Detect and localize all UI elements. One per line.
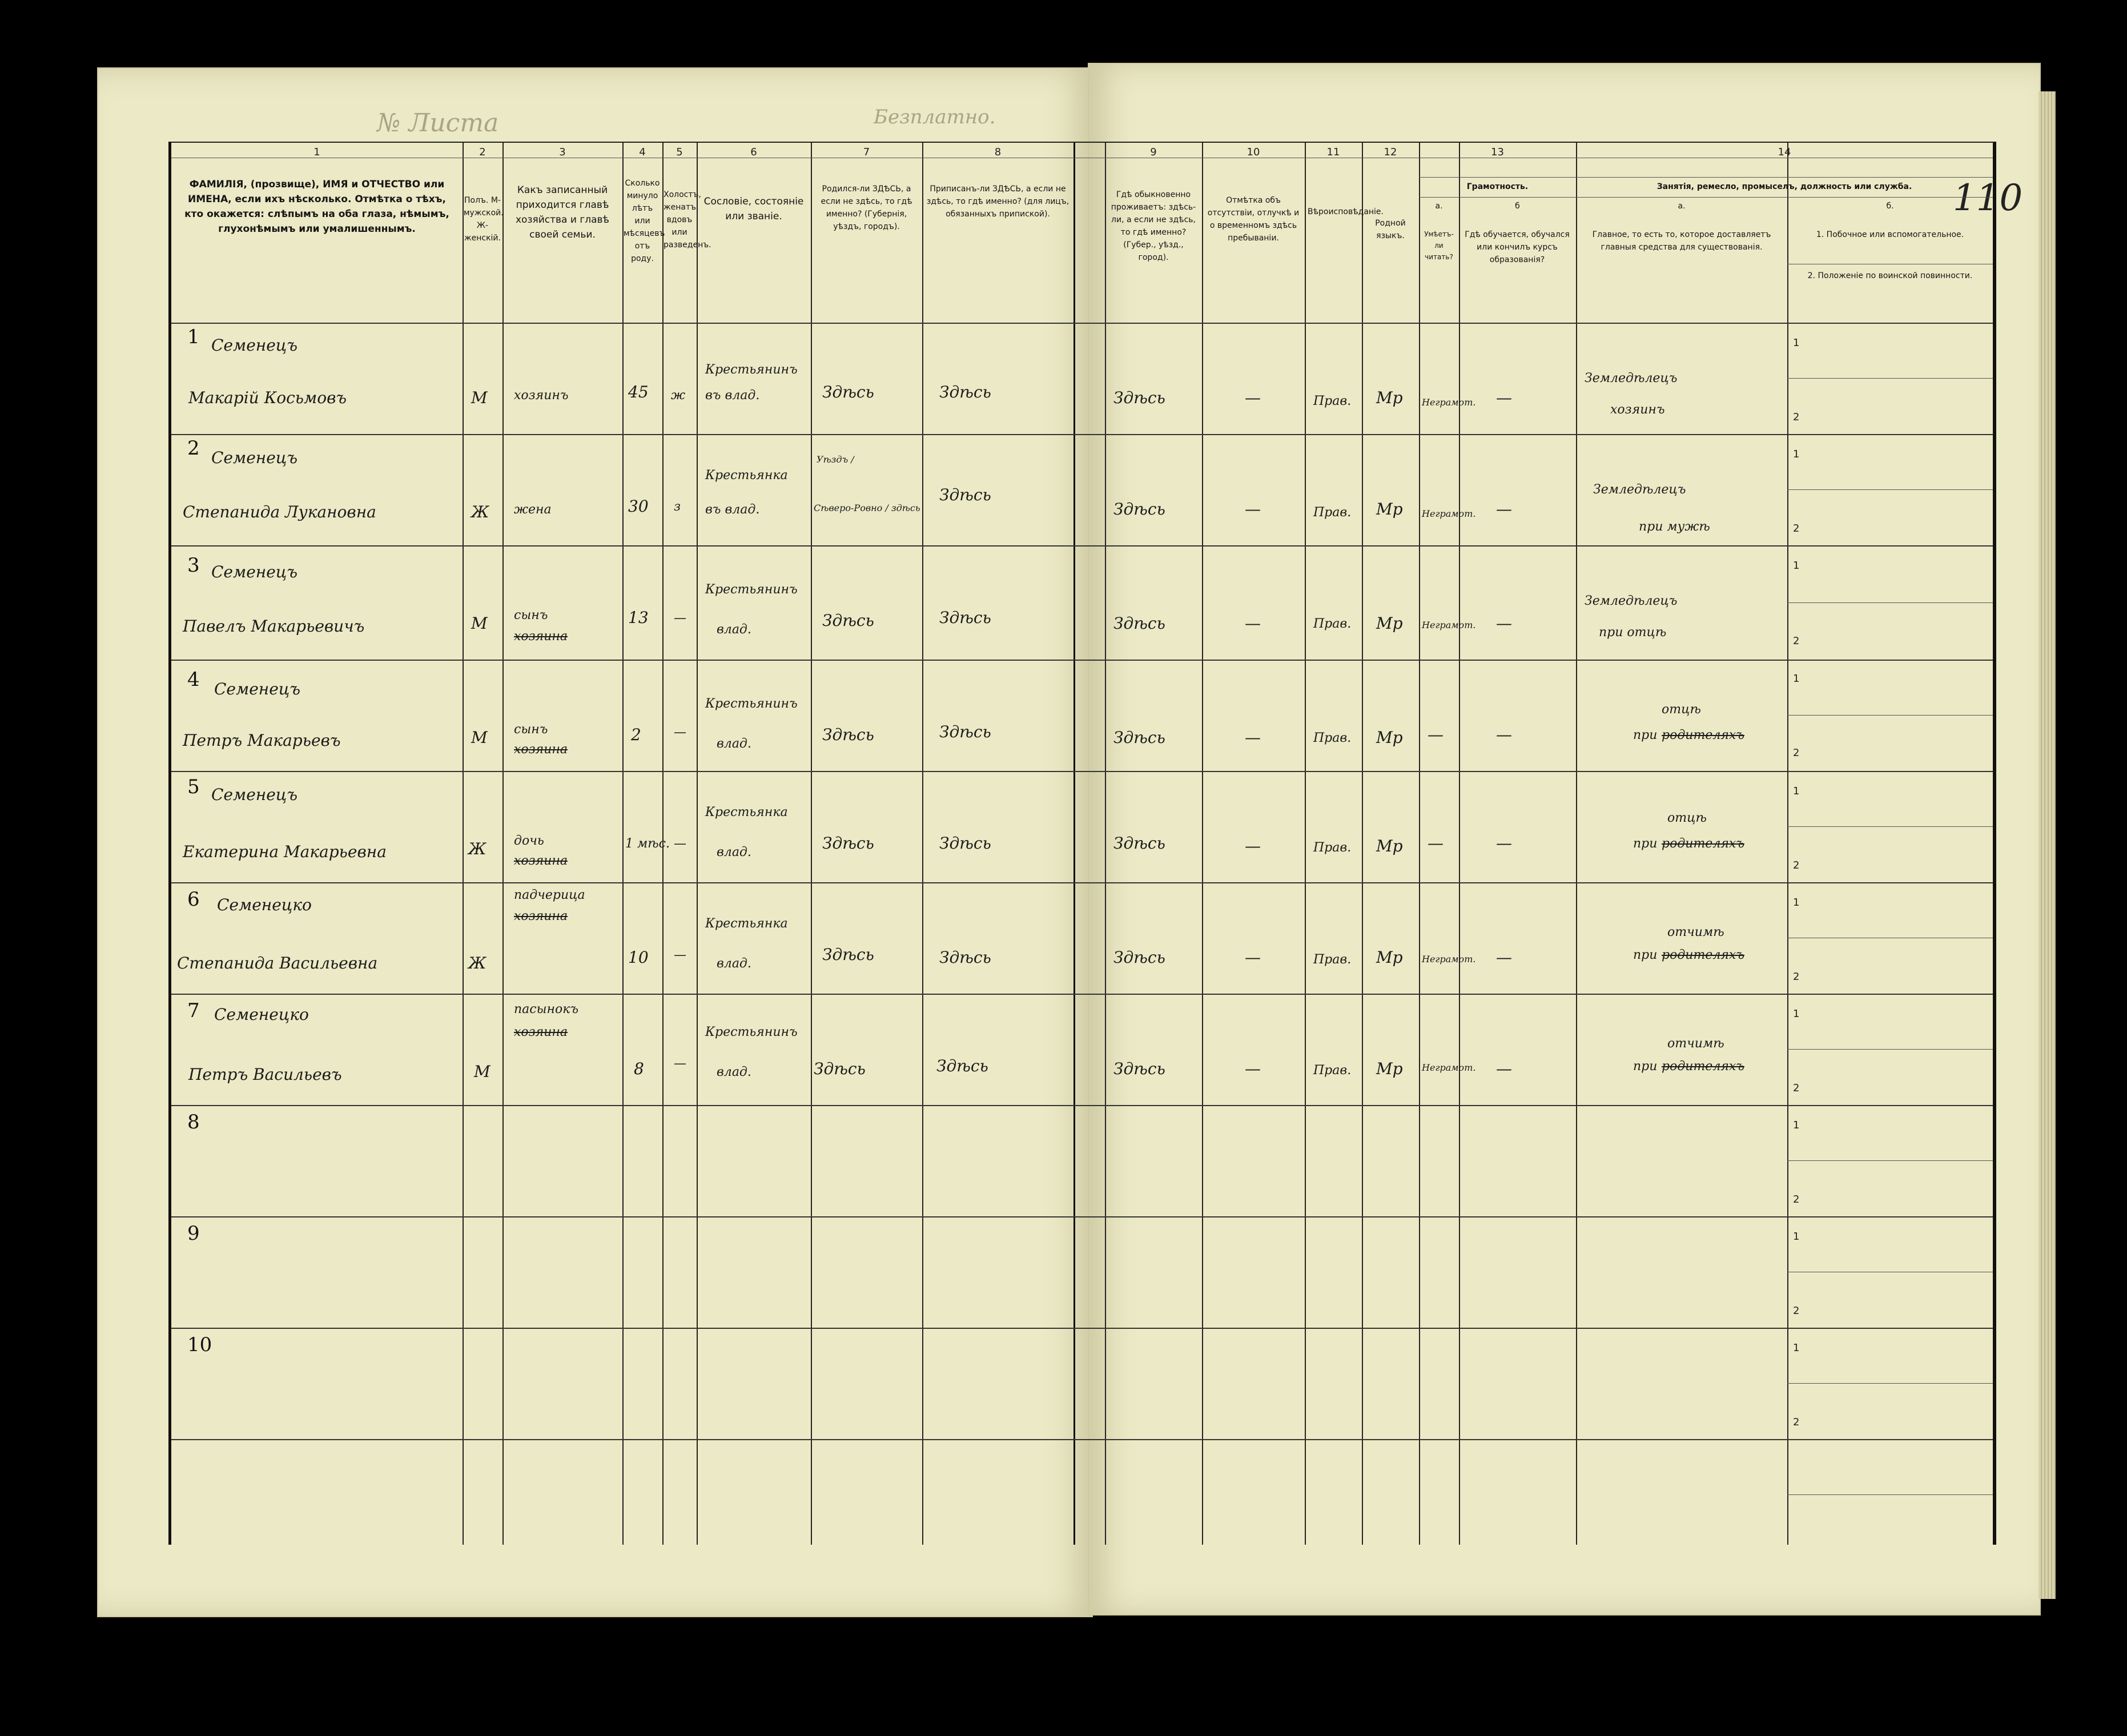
row-6-occupation-struck: родителяхъ (1662, 948, 1744, 962)
row-9-side-1: 1 (1793, 1231, 1800, 1243)
colnum-14: 14 (1778, 146, 1791, 158)
row-4-marital: — (674, 725, 686, 740)
row-5-estate-2: влад. (717, 845, 751, 859)
header-resides: Гдѣ обыкновенно проживаетъ: здѣсь-ли, а если не здѣсь, то гдѣ именно? (Губер., уѣзд., город). (1111, 190, 1196, 262)
header-absence: Отмѣтка объ отсутствіи, отлучкѣ и о временномъ здѣсь пребываніи. (1207, 196, 1300, 243)
row-5-registered: Здѣсь (939, 834, 991, 853)
row-1-literacy: Неграмот. (1422, 397, 1476, 408)
row-4-number: 4 (187, 668, 200, 691)
row-5-marital: — (674, 837, 686, 851)
colnum-2: 2 (479, 146, 486, 158)
colnum-7: 7 (863, 146, 870, 158)
row-2-estate-2: въ влад. (705, 503, 760, 517)
header-literacy-b-label: б (1515, 202, 1520, 211)
row-7-literacy: Неграмот. (1422, 1062, 1476, 1073)
row-7-surname: Семенецко (214, 1005, 309, 1024)
row-4-registered: Здѣсь (939, 722, 991, 741)
row-3-occupation-2: при отцѣ (1599, 625, 1667, 640)
row-7-occupation-struck: родителяхъ (1662, 1059, 1744, 1074)
row-1-occupation: Земледѣлецъ (1585, 371, 1678, 385)
row-4-language: Мр (1376, 728, 1403, 747)
row-7-born: Здѣсь (814, 1059, 866, 1078)
row-3-sex: М (471, 614, 488, 633)
row-3-estate: Крестьянинъ (705, 582, 798, 597)
row-3-absence: — (1245, 614, 1261, 633)
row-8-side-2: 2 (1793, 1194, 1800, 1205)
top-left-print: № Листа (377, 108, 499, 138)
row-6-education: — (1496, 948, 1512, 967)
row-1-education: — (1496, 388, 1512, 407)
page-number-marker: 110 (1953, 177, 2023, 219)
row-6-resides: Здѣсь (1113, 948, 1165, 967)
row-8-side-1: 1 (1793, 1119, 1800, 1131)
row-5-sex: Ж (468, 839, 486, 858)
row-1-religion: Прав. (1313, 394, 1352, 408)
row-7-occupation: отчимѣ (1667, 1036, 1724, 1051)
header-education: Гдѣ обучается, обучался или кончилъ курсъ образованія? (1465, 230, 1570, 264)
row-1-marital: ж (671, 388, 686, 403)
row-3-relation: сынъ (514, 608, 548, 622)
row-2-absence: — (1245, 500, 1261, 519)
row-5-relation: дочь (514, 834, 544, 848)
row-3-side-1: 1 (1793, 560, 1800, 572)
row-5-surname: Семенецъ (211, 785, 297, 804)
row-6-side-1: 1 (1793, 897, 1800, 909)
row-2-estate: Крестьянка (705, 468, 788, 483)
header-main-occupation: Главное, то есть то, которое доставляетъ главныя средства для существованія. (1592, 230, 1771, 252)
header-occupation: Занятія, ремесло, промыселъ, должность или служба. (1656, 182, 1912, 191)
row-3-religion: Прав. (1313, 617, 1352, 631)
row-4-age: 2 (631, 725, 641, 744)
row-3-estate-2: влад. (717, 622, 751, 637)
row-4-literacy: — (1428, 725, 1444, 744)
row-7-number: 7 (187, 999, 200, 1022)
row-3-language: Мр (1376, 614, 1403, 633)
row-6-estate-2: влад. (717, 957, 751, 971)
row-4-occupation-2: при (1633, 728, 1658, 742)
row-3-education: — (1496, 614, 1512, 633)
row-7-marital: — (674, 1056, 686, 1071)
row-2-sex: Ж (471, 503, 489, 521)
colnum-9: 9 (1150, 146, 1157, 158)
row-8-number: 8 (187, 1111, 200, 1134)
row-2-side-1: 1 (1793, 448, 1800, 460)
row-4-religion: Прав. (1313, 731, 1352, 745)
header-literacy: Грамотность. (1466, 182, 1529, 191)
header-age: Сколько минуло лѣтъ или мѣсяцевъ отъ роду. (624, 179, 665, 263)
row-4-name: Петръ Макарьевъ (183, 731, 341, 750)
census-table (168, 142, 1996, 1545)
row-2-education: — (1496, 500, 1512, 519)
row-1-registered: Здѣсь (939, 383, 991, 401)
row-1-surname: Семенецъ (211, 336, 297, 355)
row-2-resides: Здѣсь (1113, 500, 1165, 519)
header-military: 2. Положеніе по воинской повинности. (1807, 271, 1973, 280)
row-1-number: 1 (187, 326, 200, 348)
row-2-literacy: Неграмот. (1422, 508, 1476, 519)
colnum-12: 12 (1384, 146, 1397, 158)
header-name: ФАМИЛІЯ, (прозвище), ИМЯ и ОТЧЕСТВО или ИМЕНА, если ихъ нѣсколько. Отмѣтка о тѣхъ, кто окажется: слѣпымъ на оба глаза, нѣмымъ, глухонѣмымъ или умалишеннымъ. (184, 179, 449, 235)
row-2-relation: жена (514, 503, 552, 517)
row-6-relation: падчерица (514, 888, 585, 902)
row-7-resides: Здѣсь (1113, 1059, 1165, 1078)
row-7-sex: М (474, 1062, 490, 1081)
colnum-8: 8 (994, 146, 1002, 158)
row-4-estate-2: влад. (717, 737, 751, 751)
row-3-relation-struck: хозяина (514, 629, 568, 644)
top-center-print: Безплатно. (874, 106, 996, 128)
row-6-marital: — (674, 948, 686, 962)
row-4-surname: Семенецъ (214, 680, 300, 698)
row-6-occupation: отчимѣ (1667, 925, 1724, 939)
page-edges (2038, 91, 2056, 1599)
row-6-occupation-2: при (1633, 948, 1658, 962)
row-6-relation-struck: хозяина (514, 909, 568, 923)
colnum-1: 1 (313, 146, 320, 158)
row-5-relation-struck: хозяина (514, 854, 568, 868)
header-sex: Полъ. М-мужской. Ж-женскій. (464, 196, 504, 243)
row-7-registered: Здѣсь (936, 1056, 988, 1075)
row-1-occupation-2: хозяинъ (1610, 403, 1665, 417)
row-1-born: Здѣсь (822, 383, 874, 401)
row-3-number: 3 (187, 554, 200, 577)
colnum-11: 11 (1326, 146, 1340, 158)
row-7-estate-2: влад. (717, 1065, 751, 1079)
header-marital: Холостъ, женатъ, вдовъ или разведенъ. (664, 190, 711, 250)
row-5-literacy: — (1428, 834, 1444, 853)
row-7-name: Петръ Васильевъ (188, 1065, 342, 1084)
row-7-absence: — (1245, 1059, 1261, 1078)
row-4-side-2: 2 (1793, 747, 1800, 759)
colnum-5: 5 (676, 146, 683, 158)
row-2-born: Уѣздъ / (817, 454, 854, 465)
row-1-estate: Крестьянинъ (705, 363, 798, 377)
row-3-marital: — (674, 611, 686, 625)
row-1-language: Мр (1376, 388, 1403, 407)
row-5-number: 5 (187, 775, 200, 798)
row-5-resides: Здѣсь (1113, 834, 1165, 853)
row-6-registered: Здѣсь (939, 948, 991, 967)
row-3-side-2: 2 (1793, 635, 1800, 647)
colnum-4: 4 (639, 146, 646, 158)
row-7-occupation-2: при (1633, 1059, 1658, 1074)
row-1-side-1: 1 (1793, 337, 1800, 349)
row-4-relation-struck: хозяина (514, 742, 568, 757)
row-3-surname: Семенецъ (211, 562, 297, 581)
row-4-side-1: 1 (1793, 673, 1800, 685)
row-6-surname: Семенецко (217, 895, 312, 914)
row-6-age: 10 (628, 948, 649, 967)
header-language: Родной языкъ. (1375, 219, 1406, 240)
colnum-3: 3 (559, 146, 566, 158)
row-7-language: Мр (1376, 1059, 1403, 1078)
row-5-occupation: отцѣ (1667, 811, 1707, 825)
row-3-resides: Здѣсь (1113, 614, 1165, 633)
row-7-relation-struck: хозяина (514, 1025, 568, 1039)
row-6-absence: — (1245, 948, 1261, 967)
row-4-absence: — (1245, 728, 1261, 747)
row-6-literacy: Неграмот. (1422, 954, 1476, 965)
row-4-education: — (1496, 725, 1512, 744)
row-7-side-2: 2 (1793, 1082, 1800, 1094)
row-2-age: 30 (628, 497, 649, 516)
row-5-education: — (1496, 834, 1512, 853)
row-2-religion: Прав. (1313, 505, 1352, 520)
row-4-relation: сынъ (514, 722, 548, 737)
row-4-born: Здѣсь (822, 725, 874, 744)
row-6-number: 6 (187, 888, 200, 911)
row-1-estate-2: въ влад. (705, 388, 760, 403)
row-5-estate: Крестьянка (705, 805, 788, 819)
row-6-name: Степанида Васильевна (177, 954, 378, 973)
row-2-name: Степанида Лукановна (183, 503, 376, 521)
row-6-side-2: 2 (1793, 971, 1800, 983)
row-6-language: Мр (1376, 948, 1403, 967)
row-7-estate: Крестьянинъ (705, 1025, 798, 1039)
colnum-6: 6 (750, 146, 757, 158)
row-6-sex: Ж (468, 954, 486, 973)
header-occupation-b-label: б. (1886, 202, 1894, 211)
row-1-side-2: 2 (1793, 411, 1800, 423)
row-4-occupation: отцѣ (1662, 702, 1701, 717)
row-2-occupation-2: при мужѣ (1639, 520, 1710, 534)
row-3-literacy: Неграмот. (1422, 620, 1476, 630)
header-occupation-a-label: а. (1678, 202, 1686, 211)
row-10-side-1: 1 (1793, 1342, 1800, 1354)
row-4-estate: Крестьянинъ (705, 697, 798, 711)
row-5-age: 1 мѣс. (625, 837, 670, 851)
row-7-relation: пасынокъ (514, 1002, 579, 1016)
row-5-absence: — (1245, 837, 1261, 855)
row-2-side-2: 2 (1793, 523, 1800, 535)
colnum-13: 13 (1491, 146, 1504, 158)
row-3-born: Здѣсь (822, 611, 874, 630)
row-5-name: Екатерина Макарьевна (183, 842, 387, 861)
row-5-occupation-2: при (1633, 837, 1658, 851)
row-1-resides: Здѣсь (1113, 388, 1165, 407)
row-5-religion: Прав. (1313, 841, 1352, 855)
header-religion: Вѣроисповѣданіе. (1308, 207, 1384, 216)
row-4-resides: Здѣсь (1113, 728, 1165, 747)
row-5-occupation-struck: родителяхъ (1662, 837, 1744, 851)
row-6-religion: Прав. (1313, 953, 1352, 967)
row-10-side-2: 2 (1793, 1416, 1800, 1428)
header-estate: Сословіе, состояніе или званіе. (703, 196, 804, 222)
row-2-number: 2 (187, 437, 200, 460)
row-2-born-2: Сѣверо-Ровно / здѣсь (814, 503, 920, 513)
row-9-side-2: 2 (1793, 1305, 1800, 1317)
row-10-number: 10 (187, 1333, 212, 1356)
row-7-age: 8 (634, 1059, 644, 1078)
row-5-language: Мр (1376, 837, 1403, 855)
row-6-born: Здѣсь (822, 945, 874, 964)
header-registered: Приписанъ-ли ЗДѢСЬ, а если не здѣсь, то гдѣ именно? (для лицъ, обязанныхъ припиской). (926, 184, 1069, 219)
row-5-side-1: 1 (1793, 785, 1800, 797)
row-2-registered: Здѣсь (939, 485, 991, 504)
row-4-occupation-struck: родителяхъ (1662, 728, 1744, 742)
row-4-sex: М (471, 728, 488, 747)
row-2-surname: Семенецъ (211, 448, 297, 467)
row-5-born: Здѣсь (822, 834, 874, 853)
row-2-marital: з (674, 500, 681, 514)
row-1-name: Макарій Косьмовъ (188, 388, 347, 407)
row-3-age: 13 (628, 608, 649, 627)
row-1-sex: М (471, 388, 488, 407)
row-2-language: Мр (1376, 500, 1403, 519)
row-3-name: Павелъ Макарьевичъ (183, 617, 365, 636)
row-3-occupation: Земледѣлецъ (1585, 594, 1678, 608)
row-1-relation: хозяинъ (514, 388, 569, 403)
row-7-religion: Прав. (1313, 1063, 1352, 1078)
header-literacy-a-label: а. (1435, 202, 1443, 211)
row-1-absence: — (1245, 388, 1261, 407)
header-relation: Какъ записанный приходится главѣ хозяйства и главѣ своей семьи. (516, 184, 609, 240)
header-can-read: Умѣетъ-ли читать? (1424, 230, 1454, 261)
row-2-occupation: Земледѣлецъ (1593, 483, 1686, 497)
colnum-10: 10 (1247, 146, 1260, 158)
row-5-side-2: 2 (1793, 859, 1800, 871)
row-6-estate: Крестьянка (705, 917, 788, 931)
row-9-number: 9 (187, 1222, 200, 1245)
row-7-side-1: 1 (1793, 1008, 1800, 1020)
row-7-education: — (1496, 1059, 1512, 1078)
header-side-occupation: 1. Побочное или вспомогательное. (1816, 230, 1964, 239)
row-1-age: 45 (628, 383, 649, 401)
header-born: Родился-ли ЗДѢСЬ, а если не здѣсь, то гдѣ именно? (Губернія, уѣздъ, городъ). (821, 184, 912, 231)
row-3-registered: Здѣсь (939, 608, 991, 627)
